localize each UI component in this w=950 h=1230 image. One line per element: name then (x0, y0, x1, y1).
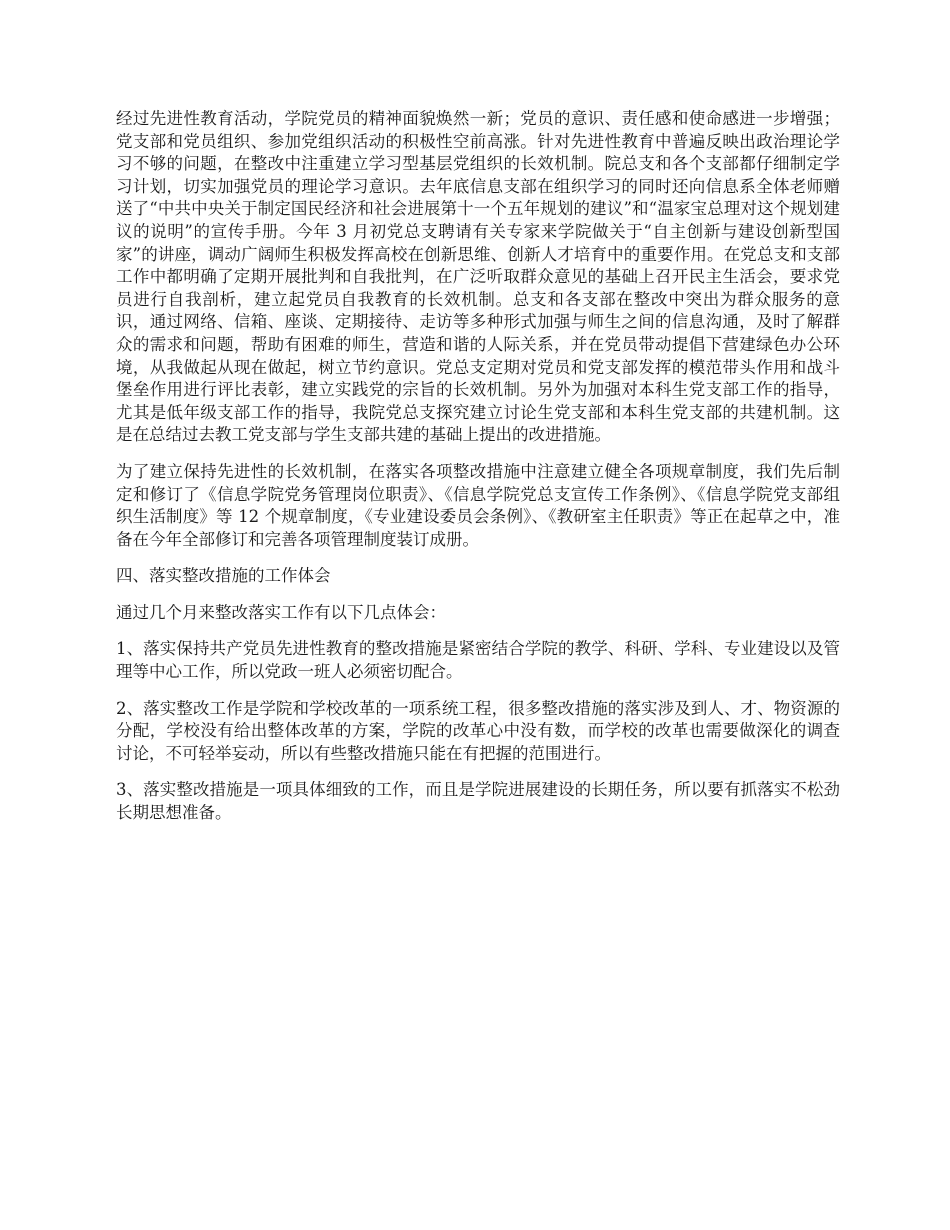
paragraph-regulations: 为了建立保持先进性的长效机制，在落实各项整改措施中注意建立健全各项规章制度，我们先后制定和修订了《信息学院党务管理岗位职责》、《信息学院党总支宣传工作条例》、《信息学院党支部组织生活制度》等 12 个规章制度，《专业建设委员会条例》、《教研室主任职责》等正在起草之中，准备在今年全部修订和完善各项管理制度装订成册。 (116, 461, 840, 549)
paragraph-education-results: 经过先进性教育活动，学院党员的精神面貌焕然一新；党员的意识、责任感和使命感进一步增强；党支部和党员组织、参加党组织活动的积极性空前高涨。针对先进性教育中普遍反映出政治理论学习不够的问题，在整改中注重建立学习型基层党组织的长效机制。院总支和各个支部都仔细制定学习计划，切实加强党员的理论学习意识。去年底信息支部在组织学习的同时还向信息系全体老师赠送了“中共中央关于制定国民经济和社会进展第十一个五年规划的建议”和“温家宝总理对这个规划建议的说明”的宣传手册。今年 3 月初党总支聘请有关专家来学院做关于“自主创新与建设创新型国家”的讲座，调动广阔师生积极发挥高校在创新思维、创新人才培育中的重要作用。在党总支和支部工作中都明确了定期开展批判和自我批判，在广泛听取群众意见的基础上召开民主生活会，要求党员进行自我剖析，建立起党员自我教育的长效机制。总支和各支部在整改中突出为群众服务的意识，通过网络、信箱、座谈、定期接待、走访等多种形式加强与师生之间的信息沟通，及时了解群众的需求和问题，帮助有困难的师生，营造和谐的人际关系，并在党员带动提倡下营建绿色办公环境，从我做起从现在做起，树立节约意识。党总支定期对党员和党支部发挥的模范带头作用和战斗堡垒作用进行评比表彰，建立实践党的宗旨的长效机制。另外为加强对本科生党支部工作的指导，尤其是低年级支部工作的指导，我院党总支探究建立讨论生党支部和本科生党支部的共建机制。这是在总结过去教工党支部与学生支部共建的基础上提出的改进措施。 (116, 109, 840, 445)
list-item: 3、落实整改措施是一项具体细致的工作，而且是学院进展建设的长期任务，所以要有抓落实不松劲长期思想准备。 (116, 780, 840, 823)
list-item: 1、落实保持共产党员先进性教育的整改措施是紧密结合学院的教学、科研、学科、专业建设以及管理等中心工作，所以党政一班人必须密切配合。 (116, 639, 840, 682)
list-item: 2、落实整改工作是学院和学校改革的一项系统工程，很多整改措施的落实涉及到人、才、物资源的分配，学校没有给出整体改革的方案，学院的改革心中没有数，而学校的改革也需要做深化的调查讨论，不可轻举妄动，所以有些整改措施只能在有把握的范围进行。 (116, 698, 840, 763)
section-heading: 四、落实整改措施的工作体会 (116, 566, 331, 586)
document-body (116, 108, 840, 839)
paragraph-intro: 通过几个月来整改落实工作有以下几点体会： (116, 602, 446, 622)
